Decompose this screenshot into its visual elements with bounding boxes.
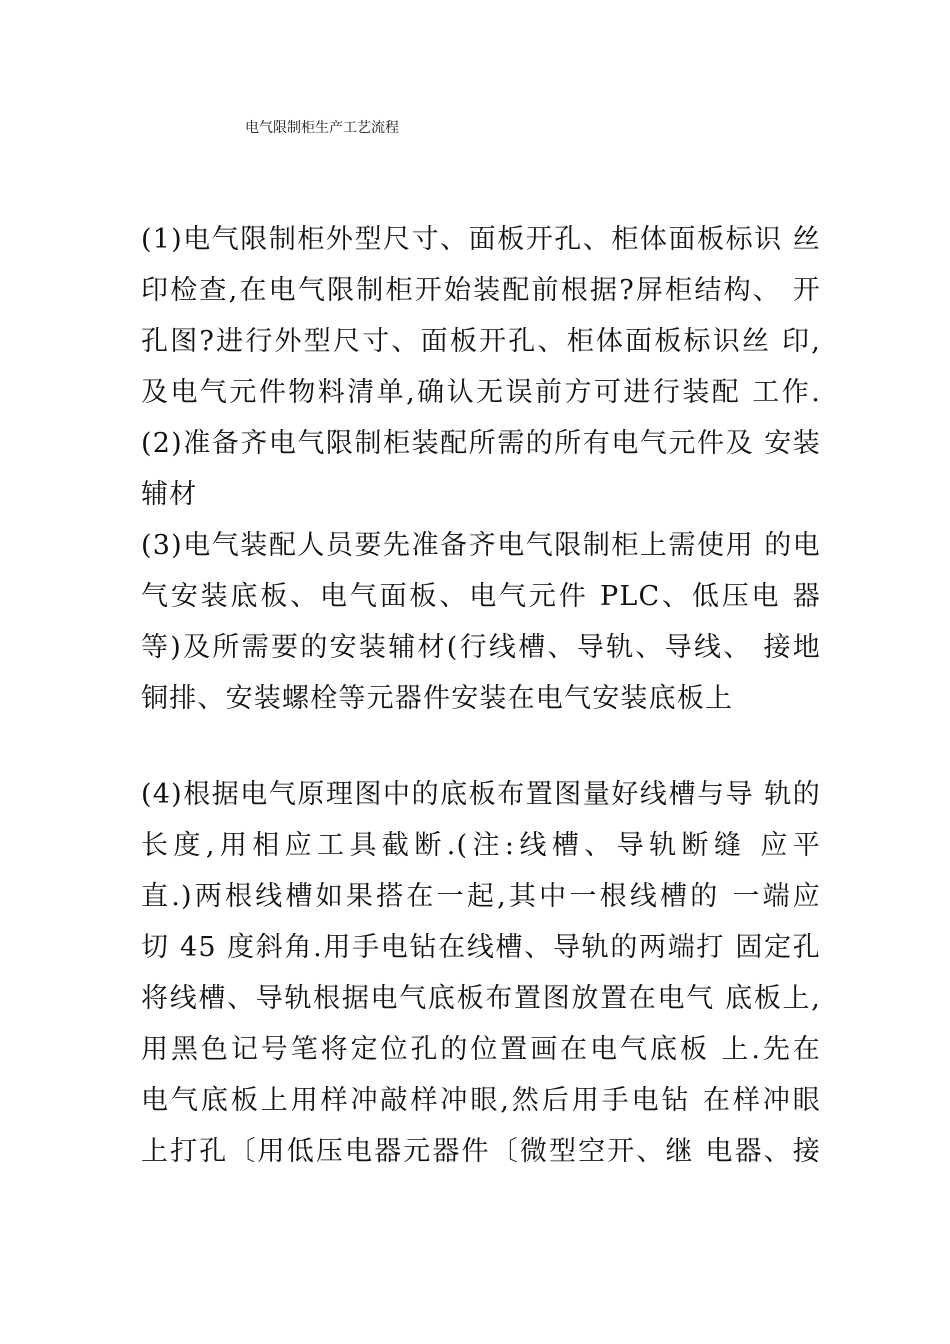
- paragraph-4-line-3: 直.)两根线槽如果搭在一起,其中一根线槽的 一端应: [141, 881, 821, 912]
- paragraph-1-line-4: 及电气元件物料清单,确认无误前方可进行装配 工作.: [141, 377, 821, 408]
- paragraph-1-line-1: (1)电气限制柜外型尺寸、面板开孔、柜体面板标识 丝: [141, 224, 821, 255]
- paragraph-4-line-7: 电气底板上用样冲敲样冲眼,然后用手电钻 在样冲眼: [141, 1085, 821, 1116]
- paragraph-4-line-6: 用黑色记号笔将定位孔的位置画在电气底板 上.先在: [141, 1034, 821, 1065]
- paragraph-4-line-4: 切 45 度斜角.用手电钻在线槽、导轨的两端打 固定孔: [141, 932, 821, 963]
- paragraph-3-line-2: 气安装底板、电气面板、电气元件 PLC、低压电 器: [141, 581, 821, 612]
- paragraph-2-line-2: 辅材: [141, 479, 198, 510]
- document-title: 电气限制柜生产工艺流程: [245, 120, 399, 136]
- paragraph-2-line-1: (2)准备齐电气限制柜装配所需的所有电气元件及 安装: [141, 428, 821, 459]
- paragraph-4-line-5: 将线槽、导轨根据电气底板布置图放置在电气 底板上,: [141, 983, 821, 1014]
- paragraph-3-line-1: (3)电气装配人员要先准备齐电气限制柜上需使用 的电: [141, 530, 821, 561]
- paragraph-1-line-2: 印检查,在电气限制柜开始装配前根据?屏柜结构、 开: [141, 275, 821, 306]
- paragraph-4-line-2: 长度,用相应工具截断.(注:线槽、导轨断缝 应平: [141, 830, 821, 861]
- paragraph-4-line-1: (4)根据电气原理图中的底板布置图量好线槽与导 轨的: [141, 779, 821, 810]
- paragraph-3-line-3: 等)及所需要的安装辅材(行线槽、导轨、导线、 接地: [141, 632, 821, 663]
- paragraph-1-line-3: 孔图?进行外型尺寸、面板开孔、柜体面板标识丝 印,: [141, 326, 821, 357]
- paragraph-4-line-8: 上打孔〔用低压电器元器件〔微型空开、继 电器、接: [141, 1136, 821, 1167]
- paragraph-3-line-4: 铜排、安装螺栓等元器件安装在电气安装底板上: [141, 683, 734, 714]
